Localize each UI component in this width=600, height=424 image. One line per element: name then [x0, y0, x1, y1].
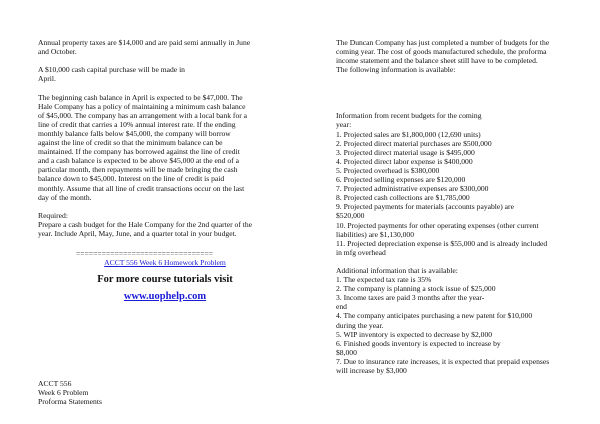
list-item: 11. Projected depreciation expense is $55,000 and is already included [336, 238, 548, 248]
list-item: 4. Projected direct labor expense is $400,000 [336, 156, 473, 166]
list-item: 6. Finished goods inventory is expected to increase by [336, 338, 501, 348]
left-column [38, 38, 292, 304]
list-item: end [336, 302, 347, 312]
right-column [336, 38, 574, 375]
list-item: 4. The company anticipates purchasing a new patent for $10,000 [336, 311, 533, 321]
additional-items-list [336, 275, 574, 375]
budget-items-list [336, 130, 574, 257]
list-item: will increase by $3,000 [336, 366, 407, 375]
footer-course: ACCT 556 [38, 379, 72, 388]
list-item: 7. Due to insurance rate increases, it is expected that prepaid expenses [336, 356, 550, 366]
list-item: 7. Projected administrative expenses are $300,000 [336, 184, 489, 194]
list-item: 1. Projected sales are $1,800,000 (12,690 units) [336, 129, 481, 139]
list-item: 8. Projected cash collections are $1,785,000 [336, 193, 470, 203]
list-item: 5. Projected overhead is $380,000 [336, 165, 440, 175]
footer-title: Proforma Statements [38, 397, 102, 407]
cash-balance-paragraph: The beginning cash balance in April is expected to be $47,000. The Hale Company has a policy of maintaining a minimum cash balance of $45,000. The company has an arrangement with a local bank for a line of credit that carries a 10% annual interest rate. If the ending monthly balance falls below $45,000, the company will borrow against the line of credit so that the minimum balance can be maintained. If the company has borrowed against the line of credit and a cash balance is expected to be above $45,000 at the end of a particular month, then repayments will be made bringing the cash balance down to $45,000. Interest on the line of credit is paid monthly. Assume that all line of credit transactions occur on the last day of the month. [38, 92, 248, 202]
list-item: 9. Projected payments for materials (accounts payable) are [336, 202, 514, 212]
list-item: $8,000 [336, 347, 357, 357]
required-label: Required: [38, 210, 68, 220]
list-item: 3. Income taxes are paid 3 months after the year- [336, 293, 485, 303]
site-link[interactable]: www.uophelp.com [123, 291, 207, 303]
list-item: $520,000 [336, 211, 365, 221]
list-item: liabilities) are $1,130,000 [336, 229, 415, 239]
list-item: 2. Projected direct material purchases are $500,000 [336, 138, 492, 148]
list-item: 6. Projected selling expenses are $120,000 [336, 175, 466, 185]
list-item: 2. The company is planning a stock issue of $25,000 [336, 284, 496, 294]
list-item: 3. Projected direct material usage is $495,000 [336, 147, 475, 157]
homework-link[interactable]: ACCT 556 Week 6 Homework Problem [104, 258, 226, 268]
intro-paragraph: The Duncan Company has just completed a number of budgets for the coming year. The cost of goods manufactured schedule, the proforma income statement and the balance sheet still have to be completed. The following information is available: [336, 38, 550, 75]
additional-header: Additional information that is available: [336, 265, 458, 275]
list-item: in mfg overhead [336, 247, 386, 257]
list-item: 10. Projected payments for other operating expenses (other current [336, 220, 539, 230]
property-tax-paragraph: Annual property taxes are $14,000 and are paid semi annually in June and October. [38, 38, 251, 57]
list-item: during the year. [336, 320, 384, 330]
list-item: 1. The expected tax rate is 35% [336, 275, 432, 285]
capital-purchase-paragraph: A $10,000 cash capital purchase will be made in April. [38, 65, 185, 84]
tutorials-heading: For more course tutorials visit [97, 274, 233, 286]
document-footer [38, 379, 102, 406]
required-paragraph: Prepare a cash budget for the Hale Company for the 2nd quarter of the year. Include April, May, June, and a quarter total in your budget. [38, 219, 253, 238]
info-header: Information from recent budgets for the coming year: [336, 111, 482, 130]
footer-week: Week 6 Problem [38, 388, 89, 398]
divider-line: ================================ [76, 249, 214, 259]
list-item: 5. WIP inventory is expected to decrease by $2,000 [336, 329, 493, 339]
